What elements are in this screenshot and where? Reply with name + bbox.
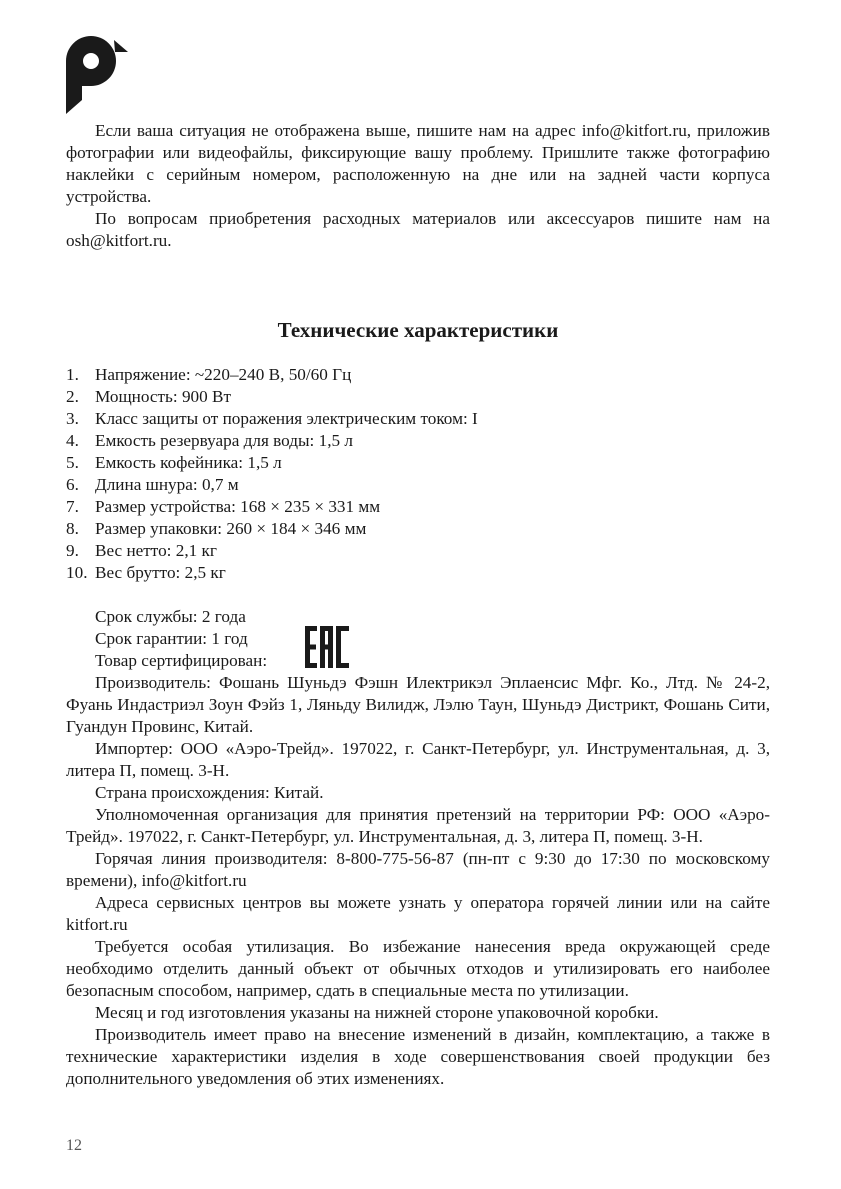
- hotline-paragraph: Горячая линия производителя: 8-800-775-56-87 (пн-пт с 9:30 до 17:30 по московскому времени), info@kitfort.ru: [66, 849, 770, 890]
- spec-item: [66, 562, 666, 584]
- spec-number: 6.: [66, 475, 79, 494]
- spec-item: [66, 364, 666, 386]
- changes-notice-paragraph: Производитель имеет право на внесение изменений в дизайн, комплектацию, а также в технические характеристики изделия в ходе совершенствования своей продукции без дополнительного уведомления об этих изменениях.: [66, 1025, 770, 1088]
- service-life: Срок службы: 2 года: [95, 607, 246, 626]
- info-section: [66, 672, 770, 1090]
- certified-label: Товар сертифицирован:: [95, 651, 268, 670]
- intro-paragraph-2: По вопросам приобретения расходных материалов или аксессуаров пишите нам на osh@kitfort.ru.: [66, 209, 770, 250]
- spec-number: 10.: [66, 563, 88, 582]
- brand-logo-icon: [66, 34, 128, 114]
- manufacture-date-paragraph: Месяц и год изготовления указаны на нижней стороне упаковочной коробки.: [95, 1003, 659, 1022]
- spec-item: [66, 386, 666, 408]
- manufacturer-paragraph: Производитель: Фошань Шуньдэ Фэшн Илектрикэл Эплаенсис Мфг. Ко., Лтд. № 24-2, Фуань Индастриэл Зоун Фэйз 1, Ляньду Вилидж, Лэлю Таун, Шуньдэ Дистрикт, Фошань Сити, Гуандун Провинс, Китай.: [66, 673, 770, 736]
- spec-number: 3.: [66, 409, 79, 428]
- section-title: Технические характеристики: [277, 318, 559, 342]
- spec-item: [66, 430, 666, 452]
- claims-organization-paragraph: Уполномоченная организация для принятия претензий на территории РФ: ООО «Аэро-Трейд». 197022, г. Санкт-Петербург, ул. Инструментальная, д. 3, литера П, помещ. 3-Н.: [66, 805, 770, 846]
- spec-item: [66, 452, 666, 474]
- disposal-paragraph: Требуется особая утилизация. Во избежание нанесения вреда окружающей среде необходимо отделить данный объект от обычных отходов и утилизировать его наиболее безопасным способом, например, сдать в специальные места по утилизации.: [66, 937, 770, 1000]
- spec-number: 4.: [66, 431, 79, 450]
- spec-number: 1.: [66, 365, 79, 384]
- spec-text: Длина шнура: 0,7 м: [95, 475, 239, 494]
- spec-number: 2.: [66, 387, 79, 406]
- spec-text: Напряжение: ~220–240 В, 50/60 Гц: [95, 365, 352, 384]
- service-centers-paragraph: Адреса сервисных центров вы можете узнать у оператора горячей линии или на сайте kitfort.ru: [66, 893, 770, 934]
- spec-text: Емкость резервуара для воды: 1,5 л: [95, 431, 353, 450]
- spec-item: [66, 474, 666, 496]
- spec-text: Класс защиты от поражения электрическим током: I: [95, 409, 478, 428]
- page-number: 12: [66, 1137, 82, 1154]
- spec-item: [66, 408, 666, 430]
- spec-text: Мощность: 900 Вт: [95, 387, 232, 406]
- spec-text: Вес нетто: 2,1 кг: [95, 541, 217, 560]
- spec-item: [66, 540, 666, 562]
- specs-list: [66, 364, 666, 584]
- spec-text: Размер устройства: 168 × 235 × 331 мм: [95, 497, 381, 516]
- spec-text: Вес брутто: 2,5 кг: [95, 563, 226, 582]
- spec-number: 7.: [66, 497, 79, 516]
- intro-section: [66, 120, 770, 252]
- spec-text: Размер упаковки: 260 × 184 × 346 мм: [95, 519, 367, 538]
- spec-number: 5.: [66, 453, 79, 472]
- spec-number: 9.: [66, 541, 79, 560]
- warranty: Срок гарантии: 1 год: [95, 629, 248, 648]
- eac-certification-mark: [305, 626, 349, 668]
- spec-number: 8.: [66, 519, 79, 538]
- importer-paragraph: Импортер: ООО «Аэро-Трейд». 197022, г. Санкт-Петербург, ул. Инструментальная, д. 3, литера П, помещ. 3-Н.: [66, 739, 770, 780]
- spec-item: [66, 518, 666, 540]
- origin-paragraph: Страна происхождения: Китай.: [95, 783, 324, 802]
- intro-paragraph-1: Если ваша ситуация не отображена выше, пишите нам на адрес info@kitfort.ru, приложив фотографии или видеофайлы, фиксирующие вашу проблему. Пришлите также фотографию наклейки с серийным номером, расположенную на дне или на задней части корпуса устройства.: [66, 121, 770, 206]
- spec-text: Емкость кофейника: 1,5 л: [95, 453, 282, 472]
- spec-item: [66, 496, 666, 518]
